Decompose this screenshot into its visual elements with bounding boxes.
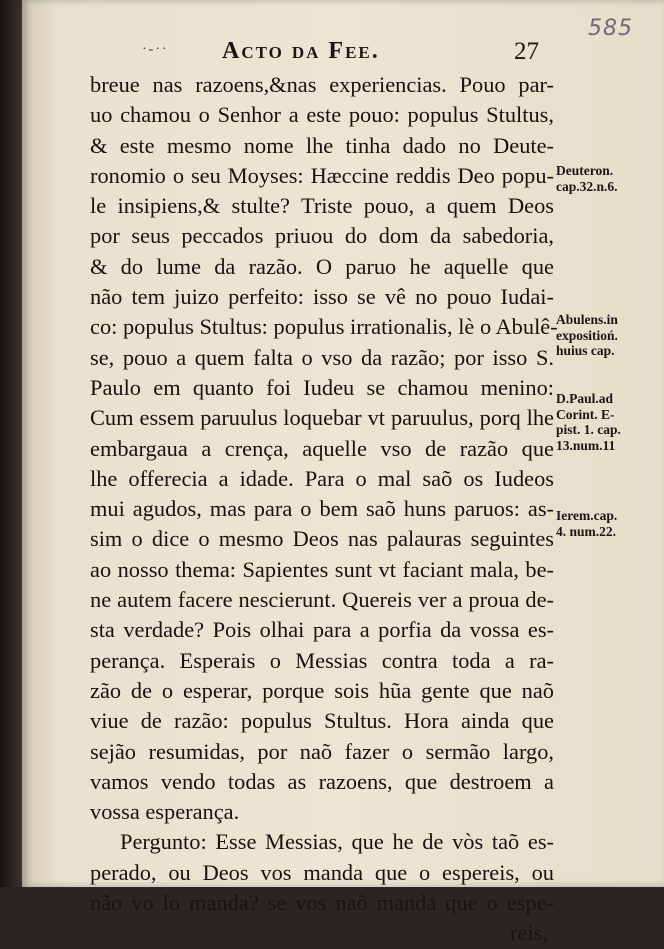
book-page — [22, 0, 664, 946]
body-text — [90, 70, 558, 949]
margin-note-deuteronomy: Deuteron. cap.32.n.6. — [556, 163, 618, 194]
text-line: por seus peccados priuou do dom da sabedoria, — [90, 223, 554, 249]
text-line: Cum essem paruulus loquebar vt paruulus, porq lhe — [90, 405, 554, 431]
text-line: não vo lo manda? se vos naõ manda que o espe- — [90, 890, 554, 916]
text-line: zão de o esperar, porque sois hũa gente que naõ — [90, 677, 554, 703]
text-line: vossa esperança. — [90, 799, 240, 825]
text-line: & do lume da razão. O paruo he aquelle que — [90, 253, 554, 279]
margin-note-abulensis: Abulens.in expositioń. huius cap. — [556, 312, 618, 358]
text-line: mui agudos, mas para o bem saõ huns paruos: as- — [90, 496, 554, 522]
margin-note-paul: D.Paul.ad Corint. E- pist. 1. cap. 13.num.11 — [556, 391, 621, 453]
running-head: Acto da Fee. — [222, 38, 380, 64]
text-line: breue nas razoens,&nas experiencias. Pouo par- — [90, 72, 554, 97]
text-line: le insipiens,& stulte? Triste pouo, a quem Deos — [90, 193, 554, 219]
text-line: Pergunto: Esse Messias, que he de vòs taõ es- — [120, 829, 554, 855]
text-line: ao nosso thema: Sapientes sunt vt faciant mala, be- — [90, 556, 554, 582]
text-line: viue de razão: populus Stultus. Hora ainda que — [90, 708, 554, 734]
text-line: co: populus Stultus: populus irrationalis, lè o Abulê- — [90, 314, 558, 340]
text-line: ne autem facere nescierunt. Quereis ver a proua de- — [90, 587, 554, 613]
text-line: embargaua a crença, aquelle vso de razão que — [90, 435, 554, 461]
text-line: perança. Esperais o Messias contra toda a ra- — [90, 647, 554, 673]
header-ornament: ·-·· — [142, 42, 169, 57]
text-line: sejão resumidas, por naõ fazer o sermão largo, — [90, 738, 554, 764]
book-spine — [0, 0, 22, 887]
text-line: Paulo em quanto foi Iudeu se chamou menino: — [90, 374, 554, 400]
handwritten-page-number: 585 — [588, 16, 633, 41]
text-line: sta verdade? Pois olhai para a porfia da vossa es- — [90, 617, 554, 643]
text-line: lhe offerecia a idade. Para o mal saõ os Iudeos — [90, 465, 554, 491]
text-line: ronomio o seu Moyses: Hæccine reddis Deo popu- — [90, 162, 554, 188]
text-line: perado, ou Deos vos manda que o espereis, ou — [90, 859, 554, 885]
text-line: uo chamou o Senhor a este pouo: populus Stultus, — [90, 102, 554, 128]
text-line: vamos vendo todas as razoens, que destroem a — [90, 768, 554, 794]
margin-note-jeremiah: Ierem.cap. 4. num.22. — [556, 508, 618, 539]
text-line: & este mesmo nome lhe tinha dado no Deute- — [90, 132, 554, 158]
text-line: reis, — [510, 920, 548, 946]
page-number: 27 — [514, 38, 539, 65]
text-line: se, pouo a quem falta o vso da razão; por isso S. — [90, 344, 554, 370]
text-line: não tem juizo perfeito: isso se vê no pouo Iudai- — [90, 284, 554, 310]
text-line: sim o dice o mesmo Deos nas palauras seguintes — [90, 526, 554, 552]
